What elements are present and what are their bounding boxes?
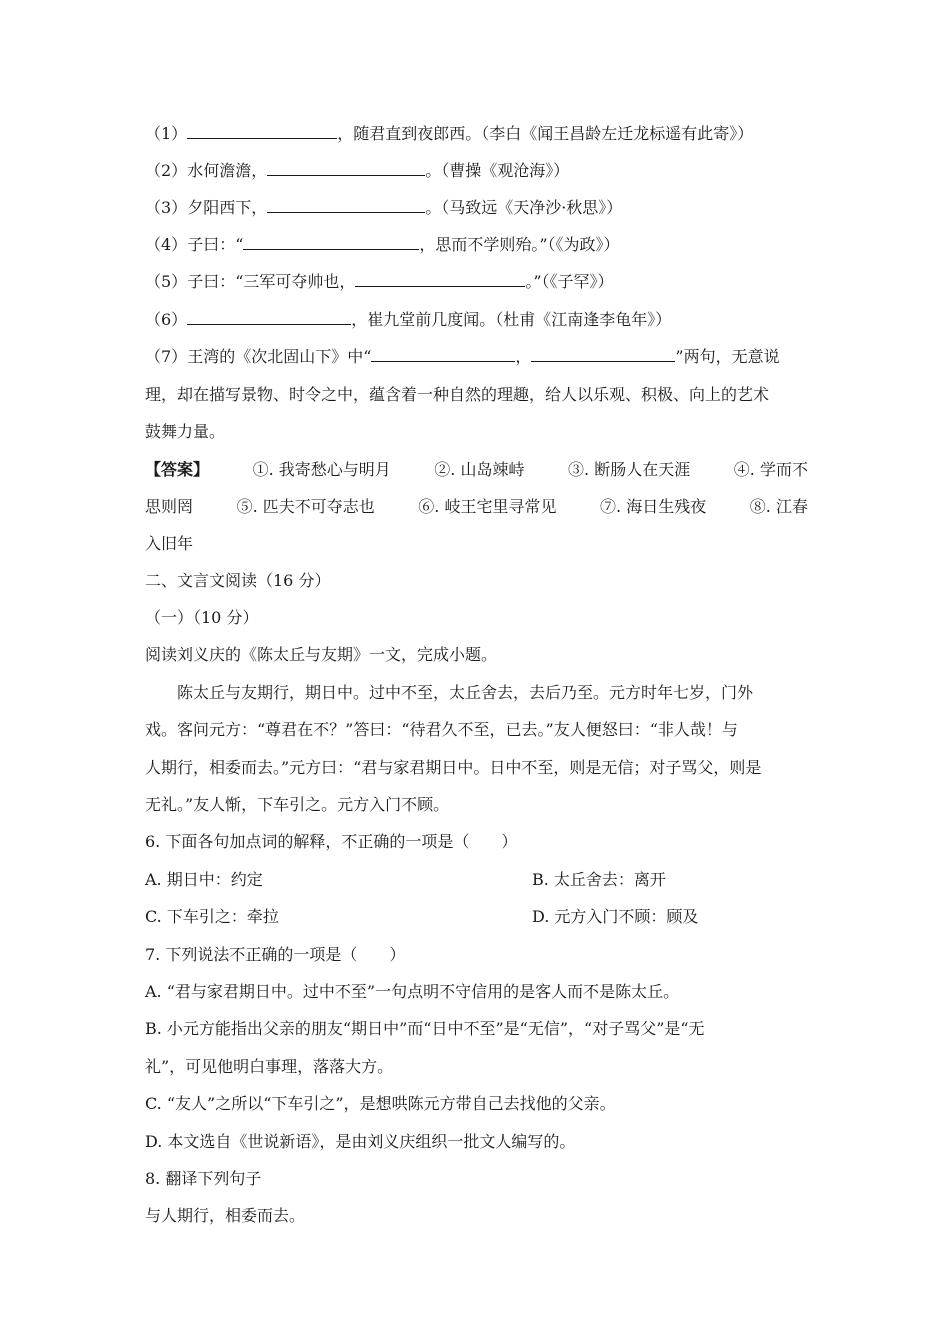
answer-item: ④. 学而不 — [733, 460, 808, 479]
passage-line: 无礼。”友人惭，下车引之。元方入门不顾。 — [145, 795, 450, 814]
question-text: ，思而不学则殆。”（《为政》） — [419, 235, 620, 254]
fill-question-5 — [145, 271, 614, 293]
answer-item: ⑧. 江春 — [749, 497, 808, 516]
fill-question-7 — [145, 346, 780, 368]
question-text: ”两句，无意说 — [675, 347, 780, 366]
question-text: 夕阳西下， — [187, 198, 268, 217]
paragraph-line: 理，却在描写景物、时令之中，蕴含着一种自然的理趣，给人以乐观、积极、向上的艺术 — [145, 385, 770, 404]
question-stem: 8. 翻译下列句子 — [145, 1169, 262, 1188]
question-number: （2） — [145, 161, 188, 180]
fill-question-1 — [145, 123, 753, 145]
subsection-heading: （一）（10 分） — [145, 608, 259, 627]
option-d[interactable]: D. 元方入门不顾：顾及 — [532, 907, 699, 926]
passage-line: 人期行，相委而去。”元方曰：“君与家君期日中。日中不至，则是无信；对子骂父，则是 — [145, 758, 762, 777]
answer-item: ①. 我寄愁心与明月 — [252, 460, 391, 479]
question-text: ，随君直到夜郎西。（李白《闻王昌龄左迁龙标遥有此寄》） — [337, 124, 754, 143]
question-text: 。（曹操《观沧海》） — [425, 161, 570, 180]
option-a[interactable]: A. “君与家君期日中。过中不至”一句点明不守信用的是客人而不是陈太丘。 — [145, 982, 680, 1001]
option-c[interactable]: C. 下车引之：牵拉 — [145, 907, 279, 926]
answer-label: 【答案】 — [145, 460, 210, 479]
answer-row — [145, 496, 808, 518]
translation-sentence: 与人期行，相委而去。 — [145, 1206, 306, 1225]
question-number: （7） — [145, 347, 188, 366]
section-heading: 二、文言文阅读（16 分） — [145, 571, 331, 590]
option-b-continued: 礼”，可见他明白事理，落落大方。 — [145, 1057, 394, 1076]
paragraph-line: 鼓舞力量。 — [145, 422, 226, 441]
answer-item: ②. 山岛竦峙 — [434, 460, 525, 479]
answer-item: 入旧年 — [145, 534, 194, 553]
answer-blank[interactable] — [371, 346, 515, 362]
question-number: （3） — [145, 198, 188, 217]
question-text: ， — [515, 347, 532, 366]
answer-blank[interactable] — [243, 234, 419, 250]
fill-question-2 — [145, 160, 569, 182]
question-number: （4） — [145, 235, 188, 254]
question-text: 水何澹澹， — [187, 161, 268, 180]
fill-question-3 — [145, 197, 622, 219]
answer-item: ⑦. 海日生残夜 — [600, 497, 707, 516]
answer-item: ③. 断肠人在天涯 — [568, 460, 691, 479]
answer-blank[interactable] — [187, 309, 351, 325]
fill-question-4 — [145, 234, 620, 256]
question-text: 。”（《子罕》） — [525, 272, 614, 291]
answer-blank[interactable] — [267, 160, 425, 176]
answer-blank[interactable] — [355, 271, 525, 287]
answer-item: 思则罔 — [145, 497, 194, 516]
answer-blank[interactable] — [187, 123, 337, 139]
instruction-text: 阅读刘义庆的《陈太丘与友期》一文，完成小题。 — [145, 645, 498, 664]
answer-blank[interactable] — [267, 197, 425, 213]
question-stem: 7. 下列说法不正确的一项是（ ） — [145, 945, 406, 964]
question-text: 。（马致远《天净沙·秋思》） — [425, 198, 623, 217]
question-text: 王湾的《次北固山下》中“ — [187, 347, 372, 366]
question-number: （6） — [145, 310, 188, 329]
answer-blank[interactable] — [531, 346, 675, 362]
question-text: 子曰：“ — [187, 235, 244, 254]
answer-item: ⑤. 匹夫不可夺志也 — [236, 497, 375, 516]
option-b[interactable]: B. 小元方能指出父亲的朋友“期日中”而“日中不至”是“无信”，“对子骂父”是“无 — [145, 1019, 705, 1038]
passage-line: 戏。客问元方：“尊君在不？”答曰：“待君久不至，已去。”友人便怒曰：“非人哉！与 — [145, 720, 738, 739]
passage-line: 陈太丘与友期行，期日中。过中不至，太丘舍去，去后乃至。元方时年七岁，门外 — [177, 683, 754, 702]
question-number: （5） — [145, 272, 188, 291]
question-number: （1） — [145, 124, 188, 143]
answer-row — [145, 459, 808, 481]
option-b[interactable]: B. 太丘舍去：离开 — [532, 870, 666, 889]
option-c[interactable]: C. “友人”之所以“下车引之”，是想哄陈元方带自己去找他的父亲。 — [145, 1094, 616, 1113]
option-a[interactable]: A. 期日中：约定 — [145, 870, 263, 889]
option-d[interactable]: D. 本文选自《世说新语》，是由刘义庆组织一批文人编写的。 — [145, 1132, 576, 1151]
fill-question-6 — [145, 309, 671, 331]
question-stem: 6. 下面各句加点词的解释，不正确的一项是（ ） — [145, 832, 518, 851]
answer-item: ⑥. 岐王宅里寻常见 — [418, 497, 557, 516]
question-text: ，崔九堂前几度闻。（杜甫《江南逢李龟年》） — [351, 310, 672, 329]
question-text: 子曰：“三军可夺帅也， — [187, 272, 356, 291]
